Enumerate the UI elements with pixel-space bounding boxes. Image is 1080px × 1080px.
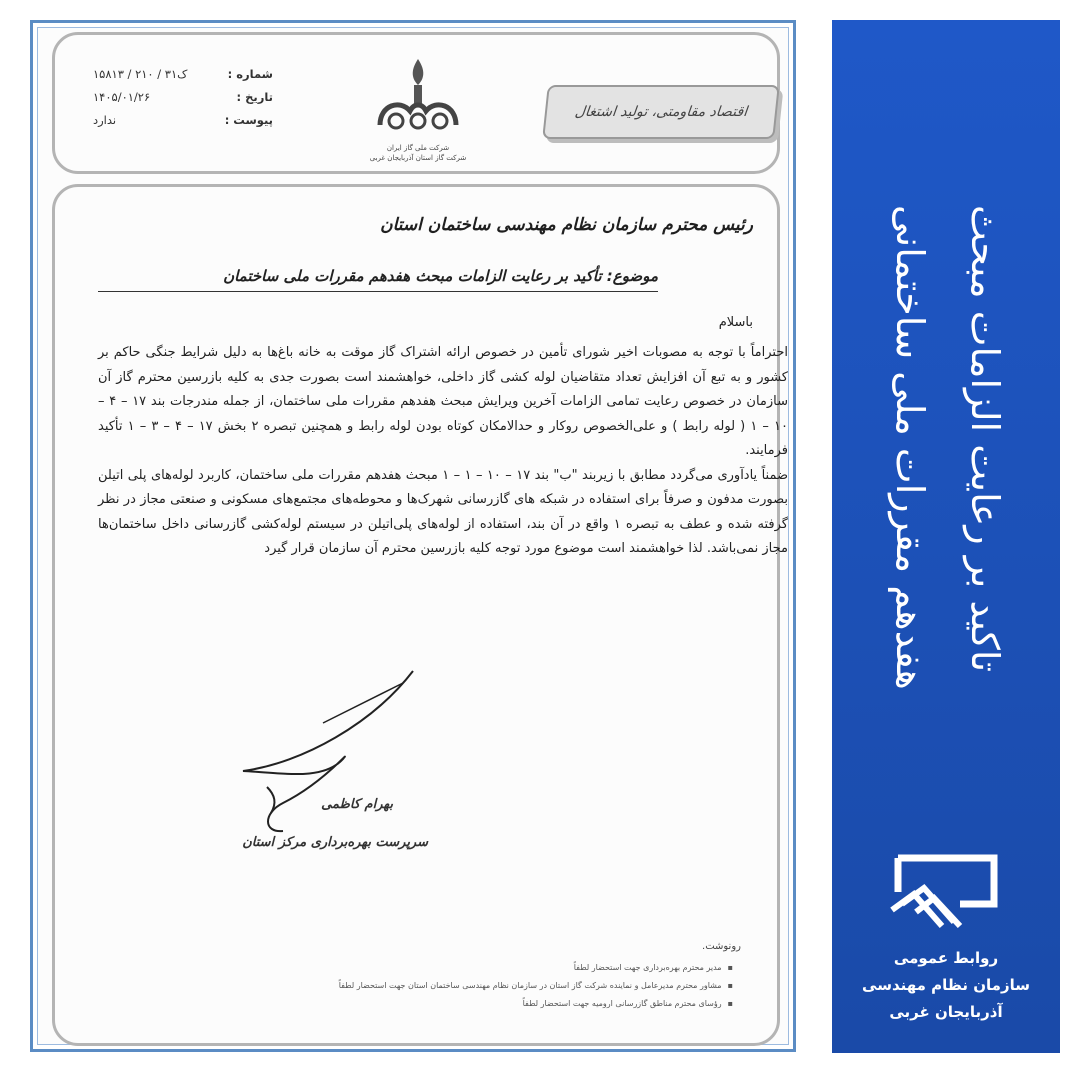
letter-attachment-value: ندارد bbox=[93, 113, 117, 127]
letter-date-value: ۱۴۰۵/۰۱/۲۶ bbox=[93, 90, 151, 104]
org-subname: شرکت گاز استان آذربایجان غربی bbox=[369, 154, 467, 162]
engineering-organization-logo-icon bbox=[890, 852, 1002, 928]
nigc-logo-block bbox=[353, 55, 483, 163]
cc-item: ▪مدیر محترم بهره‌برداری جهت استحضار لطفاً bbox=[573, 963, 733, 972]
slogan-banner: اقتصاد مقاومتی، تولید اشتغال bbox=[542, 85, 780, 139]
cc-list bbox=[173, 963, 733, 1017]
letter-number-value: ک۳۱ / ۲۱۰ / ۱۵۸۱۳ bbox=[93, 67, 188, 81]
letter-date-label: تاریخ : bbox=[236, 90, 273, 104]
pr-line-1: روابط عمومی bbox=[893, 949, 999, 967]
side-panel bbox=[832, 20, 1060, 1053]
cc-item-text: رؤسای محترم مناطق گازرسانی ارومیه جهت استحضار لطفاً bbox=[522, 999, 722, 1008]
letter-subject: موضوع: تأکید بر رعایت الزامات مبحث هفدهم مقررات ملی ساختمان bbox=[98, 267, 658, 292]
pr-line-3: آذربایجان غربی bbox=[889, 1003, 1003, 1021]
handwritten-signature-icon bbox=[223, 663, 453, 843]
cc-label: رونوشت. bbox=[702, 941, 741, 952]
letter-greeting: باسلام bbox=[718, 315, 753, 330]
signer-title: سرپرست بهره‌برداری مرکز استان bbox=[242, 835, 428, 850]
letter-attachment-row bbox=[93, 113, 273, 127]
letter-body-box bbox=[52, 184, 780, 1046]
side-heading bbox=[862, 205, 1032, 905]
side-heading-line-1: تاکید بر رعایت الزامات مبحث bbox=[963, 205, 1007, 673]
cc-item-text: مشاور محترم مدیرعامل و نماینده شرکت گاز استان در سازمان نظام مهندسی ساختمان استان جهت استحضار لطفاً bbox=[338, 981, 722, 990]
letter-paragraph-1: احتراماً با توجه به مصوبات اخیر شورای تأمین در خصوص ارائه اشتراک گاز موقت به خانه باغ‌ها به دلیل شرایط جنگی حاکم بر کشور و به تبع آن افزایش تعداد متقاضیان لوله کشی گاز داخلی، خواهشمند است بصورت جدی به کلیه بازرسین محترم گاز آن سازمان در خصوص رعایت تمامی الزامات آخرین ویرایش مبحث هفدهم مقررات ملی ساختمان، از جمله مندرجات بند ۱۷ – ۴ – ۱۰ – ۱ ( لوله رابط ) و علی‌الخصوص روکار و حدالامکان کوتاه بودن لوله رابط و همچنین تبصره ۲ بخش ۱۷ – ۴ – ۳ – ۱ تأکید فرمایند. bbox=[98, 345, 789, 458]
pr-text bbox=[832, 945, 1060, 1026]
cc-item: ▪مشاور محترم مدیرعامل و نماینده شرکت گاز استان در سازمان نظام مهندسی ساختمان استان جهت استحضار لطفاً bbox=[338, 981, 733, 990]
letter-body bbox=[98, 341, 788, 562]
cc-item: ▪رؤسای محترم مناطق گازرسانی ارومیه جهت استحضار لطفاً bbox=[522, 999, 733, 1008]
org-name: شرکت ملی گاز ایران bbox=[386, 144, 450, 152]
letter-image-frame bbox=[30, 20, 796, 1052]
cc-item-text: مدیر محترم بهره‌برداری جهت استحضار لطفاً bbox=[573, 963, 722, 972]
letter-number-label: شماره : bbox=[227, 67, 273, 81]
letter-meta bbox=[93, 67, 273, 136]
letter-recipient: رئیس محترم سازمان نظام مهندسی ساختمان استان bbox=[380, 215, 753, 235]
signer-name: بهرام کاظمی bbox=[321, 797, 393, 812]
letter-paragraph-2: ضمناً یادآوری می‌گردد مطابق با زیربند "ب" بند ۱۷ – ۱۰ – ۱ – ۱ مبحث هفدهم مقررات ملی ساختمان، کاربرد لوله‌های پلی اتیلن بصورت مدفون و صرفاً برای استفاده در شبکه های گازرسانی شهرک‌ها و محوطه‌های مجتمع‌های مسکونی و صنعتی مجاز در نظر گرفته شده و عطف به تبصره ۱ واقع در آن بند، استفاده از لوله‌های پلی‌اتیلن در سیستم لوله‌کشی گازرسانی داخل ساختمان‌ها مجاز نمی‌باشد. لذا خواهشمند است موضوع مورد توجه کلیه بازرسین محترم آن سازمان قرار گیرد bbox=[98, 467, 789, 556]
letter-attachment-label: پیوست : bbox=[224, 113, 273, 127]
letter-number-row bbox=[93, 67, 273, 81]
letter-date-row bbox=[93, 90, 273, 104]
nigc-flame-logo-icon bbox=[370, 55, 466, 139]
side-heading-line-2: هفدهم مقررات ملی ساختمانی bbox=[888, 205, 932, 690]
pr-line-2: سازمان نظام مهندسی bbox=[862, 976, 1030, 994]
